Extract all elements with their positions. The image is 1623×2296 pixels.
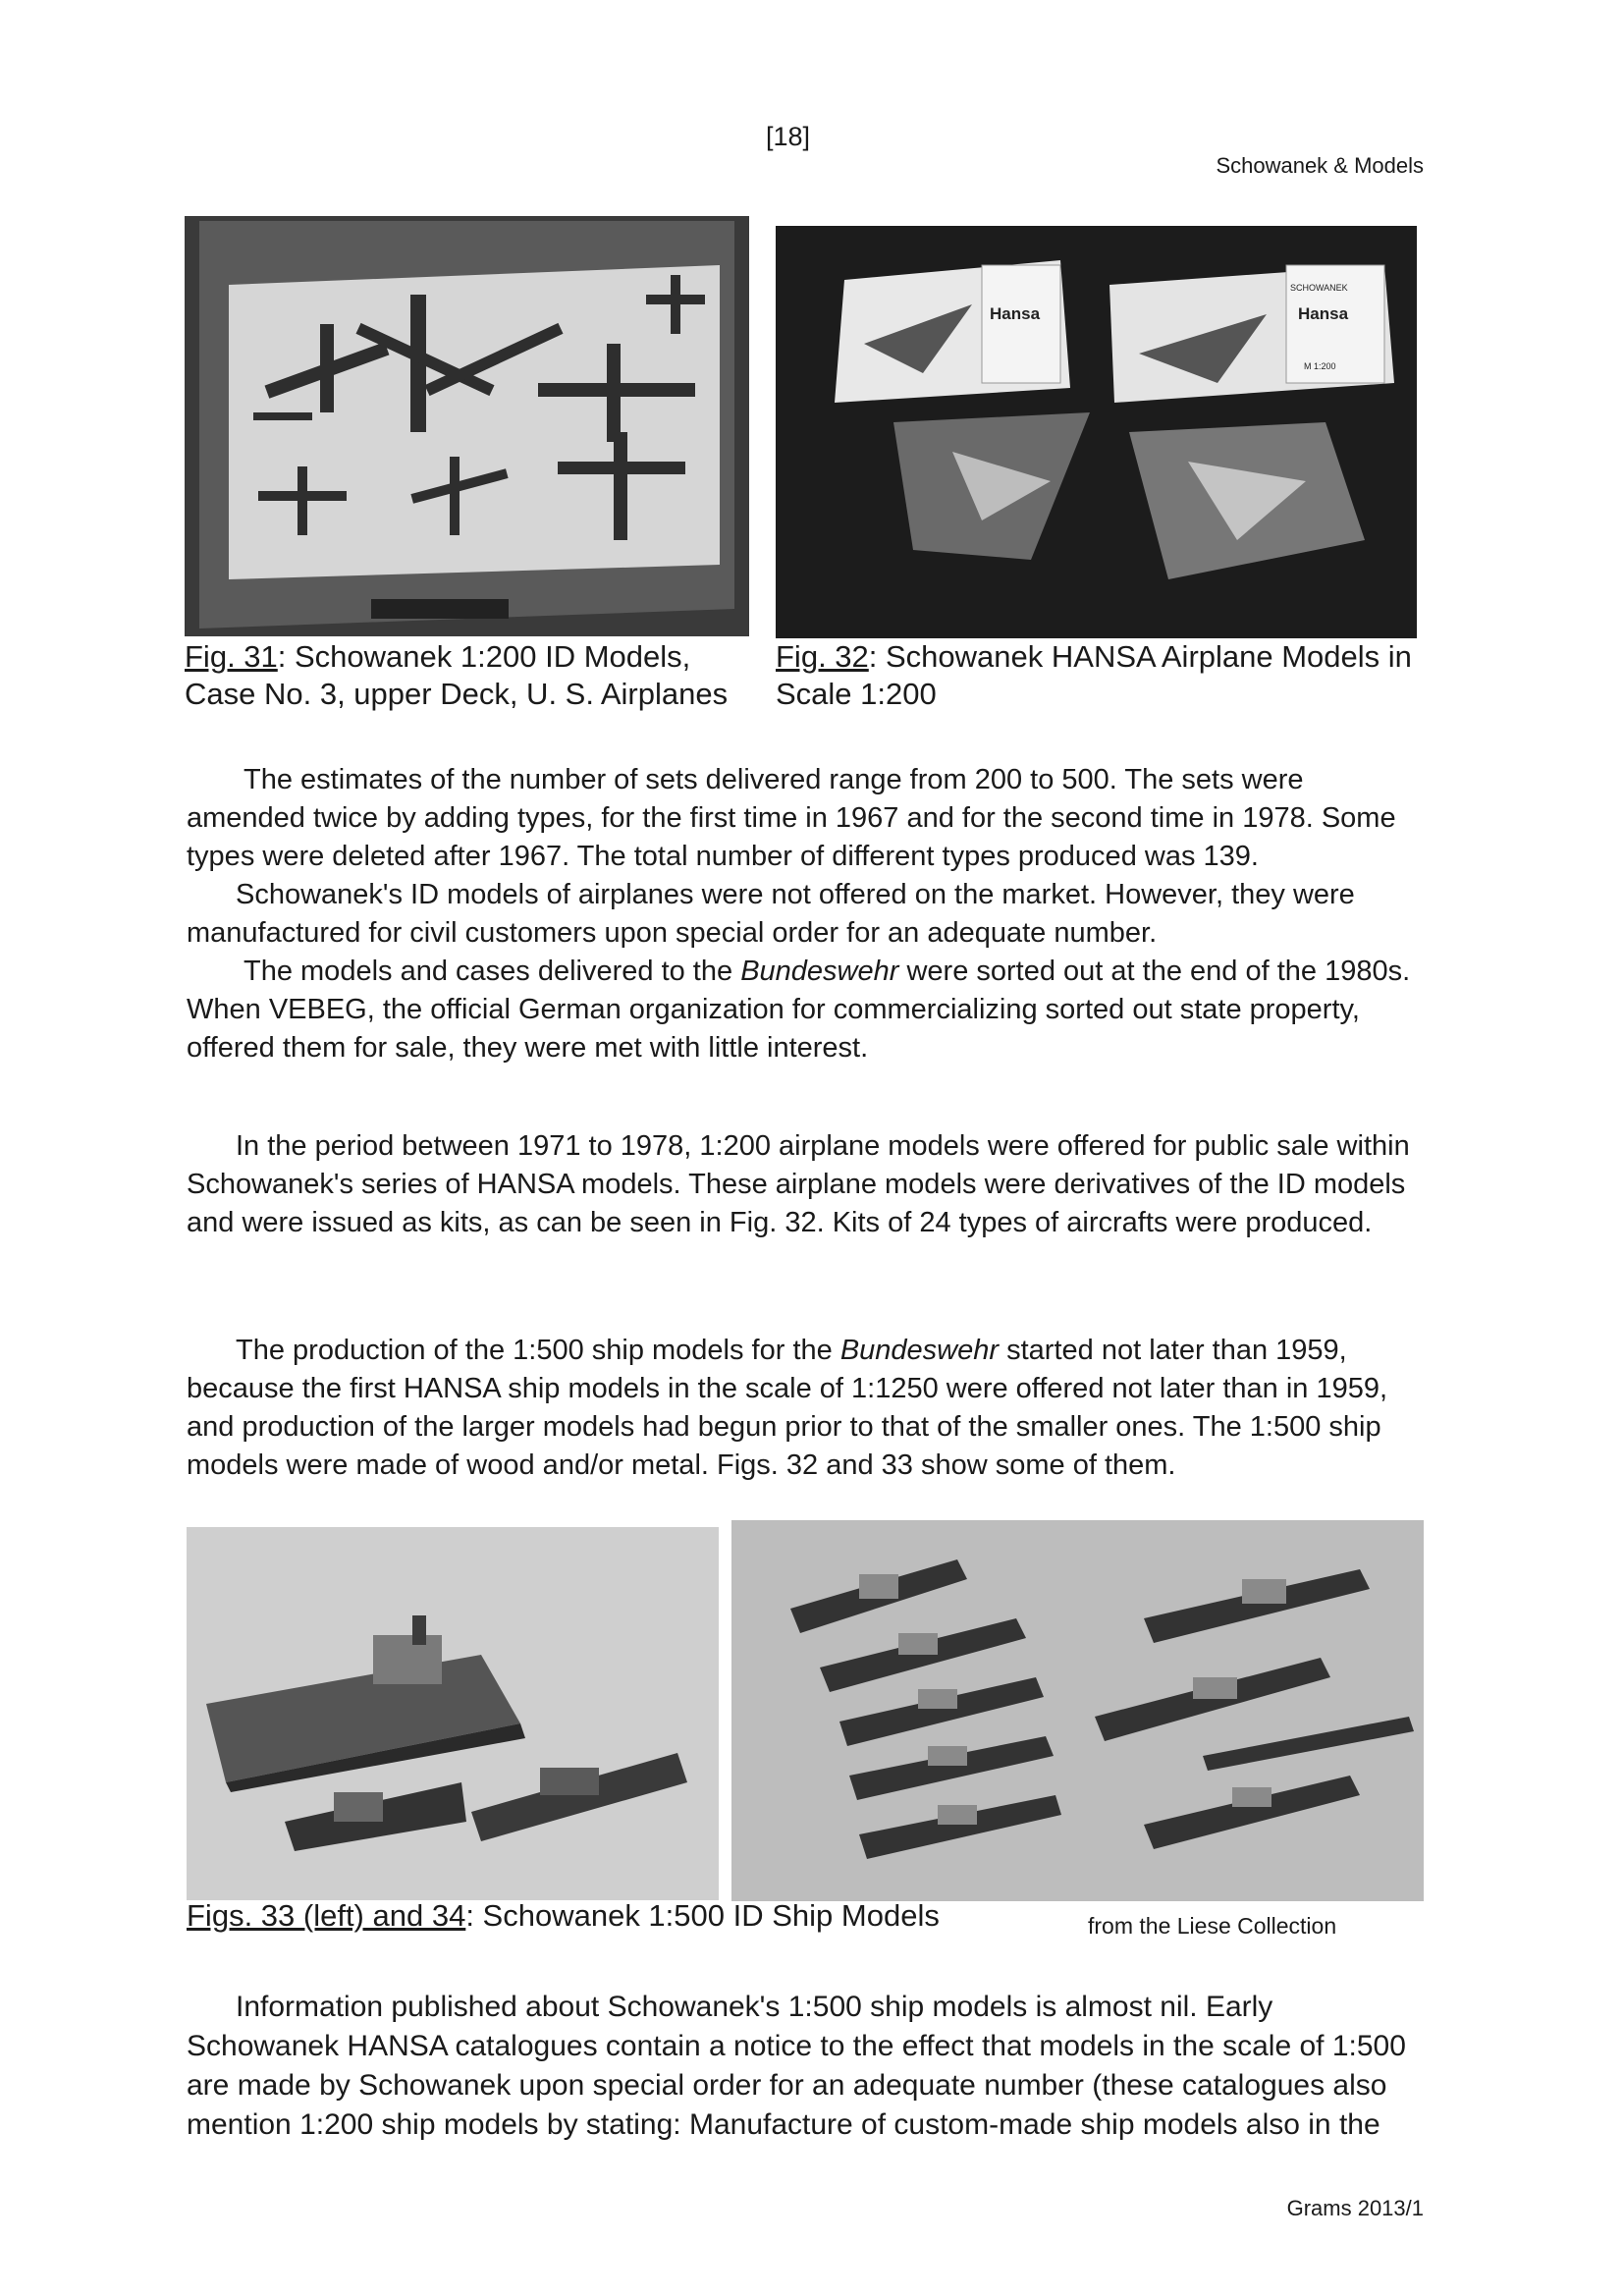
fig33-photo bbox=[187, 1527, 719, 1900]
paragraph: Information published about Schowanek's 1:500 ship models is almost nil. Early Schowanek HANSA catalogues contain a notice to the effect that models in the scale of 1:500 are made by Schowanek upon special order for an adequate number (these catalogues also mention 1:200 ship models by stating: Manufacture of custom-made ship models also in the bbox=[187, 1991, 1406, 2141]
fig33-34-caption bbox=[187, 1897, 1070, 1935]
body-block-2 bbox=[187, 1127, 1424, 1242]
fig32-caption bbox=[776, 638, 1424, 713]
fig31-text: : Schowanek 1:200 ID Models, Case No. 3, upper Deck, U. S. Airplanes bbox=[185, 639, 729, 711]
fig32-text: : Schowanek HANSA Airplane Models in Scale 1:200 bbox=[776, 639, 1412, 711]
fig34-photo bbox=[731, 1520, 1424, 1901]
paragraph: Schowanek's ID models of airplanes were not offered on the market. However, they were manufactured for civil customers upon special order for an adequate number. bbox=[187, 879, 1355, 949]
footer-journal: Grams 2013/1 bbox=[1286, 2196, 1424, 2220]
page-number: [18] bbox=[766, 122, 811, 151]
p3-part-a: The models and cases delivered to the bbox=[243, 956, 741, 987]
p3-part-b: were sorted out at the end of the 1980s. When VEBEG, the official German organization for commercializing sorted out state property, offered them for sale, they were met with little interest. bbox=[187, 956, 1411, 1064]
box-brand: SCHOWANEK bbox=[1290, 283, 1348, 293]
box-scale: M 1:200 bbox=[1304, 361, 1336, 371]
photo-source-credit: from the Liese Collection bbox=[1088, 1913, 1337, 1939]
fig33-34-ref: Figs. 33 (left) and 34 bbox=[187, 1898, 466, 1933]
fig31-caption bbox=[185, 638, 764, 713]
box-label-left: Hansa bbox=[990, 304, 1041, 323]
body-block-3 bbox=[187, 1332, 1424, 1485]
fig32-ref: Fig. 32 bbox=[776, 639, 869, 674]
box-label-right: Hansa bbox=[1298, 304, 1349, 323]
fig31-ref: Fig. 31 bbox=[185, 639, 278, 674]
p5-emphasis: Bundeswehr bbox=[839, 1335, 1000, 1366]
running-head: Schowanek & Models bbox=[1216, 153, 1424, 178]
p5-part-b: started not later than 1959, because the first HANSA ship models in the scale of 1:1250 were offered not later than in 1959, and production of the larger models had begun prior to that of the smaller ones. The 1:500 ship models were made of wood and/or metal. Figs. 32 and 33 show some of them. bbox=[187, 1335, 1388, 1481]
p3-emphasis: Bundeswehr bbox=[740, 956, 899, 987]
fig31-photo bbox=[185, 216, 749, 636]
fig32-photo bbox=[776, 226, 1417, 638]
paragraph bbox=[187, 953, 1424, 1067]
paragraph: In the period between 1971 to 1978, 1:200 airplane models were offered for public sale within Schowanek's series of HANSA models. These airplane models were derivatives of the ID models and were issued as kits, as can be seen in Fig. 32. Kits of 24 types of aircrafts were produced. bbox=[187, 1130, 1410, 1238]
fig33-34-text: : Schowanek 1:500 ID Ship Models bbox=[465, 1898, 940, 1933]
paragraph bbox=[187, 1332, 1424, 1485]
p5-part-a: The production of the 1:500 ship models for the bbox=[236, 1335, 840, 1366]
paragraph: The estimates of the number of sets delivered range from 200 to 500. The sets were amended twice by adding types, for the first time in 1967 and for the second time in 1978. Some types were deleted after 1967. The total number of different types produced was 139. bbox=[187, 764, 1396, 872]
body-block-4 bbox=[187, 1988, 1424, 2145]
body-block-1 bbox=[187, 761, 1424, 1067]
